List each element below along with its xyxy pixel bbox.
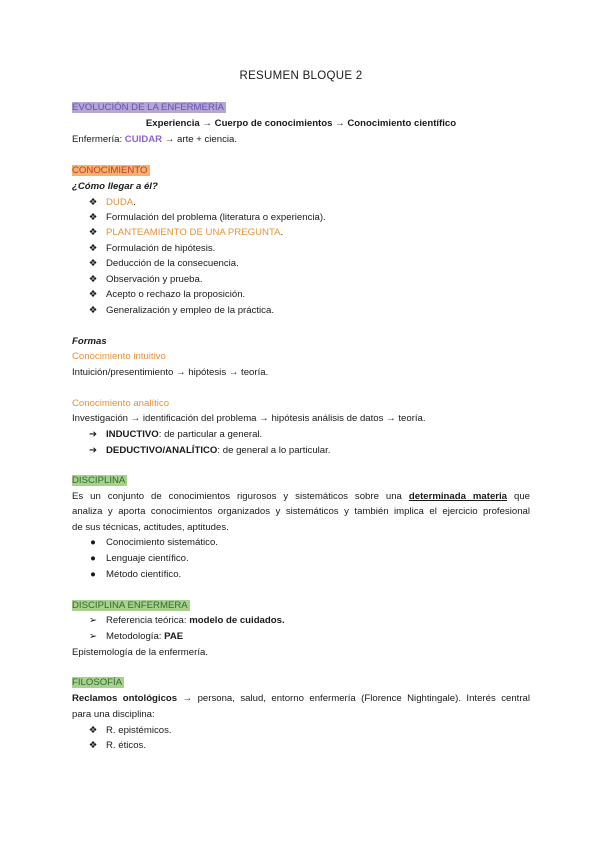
disciplina-paragraph-line: analiza y aporta conocimientos organizados y sistemáticos y también implica el ejercicio profesional (72, 506, 530, 517)
diamond-bullet-icon: ❖ (88, 725, 98, 736)
formas-heading: Formas (72, 336, 107, 347)
item-text: : de particular a general. (158, 429, 263, 440)
list-item (86, 569, 181, 581)
list-item (86, 305, 274, 317)
enfermeria-label: Enfermería: (72, 134, 125, 145)
arrowhead-bullet-icon: ➢ (88, 631, 98, 642)
section-heading-disciplina-enfermera (72, 600, 190, 612)
paragraph-text: → persona, salud, entorno enfermería (Florence Nightingale). Interés central (177, 693, 530, 704)
list-item (86, 631, 183, 643)
heading-text: FILOSOFÍA (72, 677, 123, 688)
diamond-bullet-icon: ❖ (88, 243, 98, 254)
analitico-heading: Conocimiento analítico (72, 398, 170, 409)
list-item (86, 289, 245, 301)
enfermeria-definition (72, 134, 237, 146)
dot-bullet-icon: ● (90, 553, 96, 564)
item-text: Observación y prueba. (106, 274, 203, 285)
item-label: Metodología: (106, 631, 165, 642)
item-text: Generalización y empleo de la práctica. (106, 305, 274, 316)
evolucion-line: Experiencia → Cuerpo de conocimientos → Conocimiento científico (145, 118, 457, 129)
item-text: Deducción de la consecuencia. (106, 258, 239, 269)
item-text: Acepto o rechazo la proposición. (106, 289, 246, 300)
list-item (86, 537, 218, 549)
list-item (86, 429, 262, 441)
diamond-bullet-icon: ❖ (88, 212, 98, 223)
item-label: DEDUCTIVO/ANALÍTICO (106, 445, 218, 456)
underlined-text: determinada materia (408, 491, 508, 502)
heading-text: DISCIPLINA (72, 475, 126, 486)
arrow-bullet-icon: ➔ (88, 429, 98, 440)
bold-text: Reclamos ontológicos (72, 693, 178, 704)
heading-text: EVOLUCIÓN DE LA ENFERMERÍA (72, 102, 224, 113)
item-text: Formulación de hipótesis. (106, 243, 216, 254)
list-item (86, 725, 172, 737)
list-item (86, 615, 285, 627)
filosofia-paragraph-line: para una disciplina: (72, 709, 155, 720)
item-text: DUDA (106, 197, 134, 208)
section-heading-conocimiento (72, 165, 150, 177)
heading-text: CONOCIMIENTO (72, 165, 148, 176)
question-text: ¿Cómo llegar a él? (72, 181, 158, 192)
arrow-bullet-icon: ➔ (88, 445, 98, 456)
diamond-bullet-icon: ❖ (88, 227, 98, 238)
item-text: R. epistémicos. (106, 725, 172, 736)
arrowhead-bullet-icon: ➢ (88, 615, 98, 626)
item-value: modelo de cuidados. (189, 615, 285, 626)
diamond-bullet-icon: ❖ (88, 289, 98, 300)
disciplina-paragraph-line (72, 491, 530, 503)
analitico-text: Investigación → identificación del problema → hipótesis análisis de datos → teoría. (72, 413, 426, 424)
list-item (86, 274, 203, 286)
item-text: PLANTEAMIENTO DE UNA PREGUNTA (106, 227, 281, 238)
diamond-bullet-icon: ❖ (88, 258, 98, 269)
cuidar-text: CUIDAR (124, 134, 163, 145)
list-item: ❖ PLANTEAMIENTO DE UNA PREGUNTA. (86, 227, 283, 239)
diamond-bullet-icon: ❖ (88, 740, 98, 751)
intuitivo-text: Intuición/presentimiento → hipótesis → teoría. (72, 367, 269, 378)
arte-ciencia-text: → arte + ciencia. (162, 134, 238, 145)
epistemologia-text: Epistemología de la enfermería. (72, 647, 208, 658)
diamond-bullet-icon: ❖ (88, 197, 98, 208)
list-item (86, 445, 330, 457)
intuitivo-heading: Conocimiento intuitivo (72, 351, 166, 362)
diamond-bullet-icon: ❖ (88, 305, 98, 316)
item-text: Formulación del problema (literatura o experiencia). (106, 212, 326, 223)
list-item (86, 258, 239, 270)
item-text: Conocimiento sistemático. (106, 537, 218, 548)
item-value: PAE (164, 631, 184, 642)
item-text: : de general a lo particular. (217, 445, 331, 456)
item-text: Método científico. (106, 569, 182, 580)
dot-bullet-icon: ● (90, 569, 96, 580)
list-item (86, 212, 326, 224)
item-label: Referencia teórica: (106, 615, 190, 626)
disciplina-paragraph-line: de sus técnicas, actitudes, aptitudes. (72, 522, 229, 533)
heading-text: DISCIPLINA ENFERMERA (72, 600, 188, 611)
item-text: Lenguaje científico. (106, 553, 189, 564)
diamond-bullet-icon: ❖ (88, 274, 98, 285)
item-label: INDUCTIVO (106, 429, 159, 440)
paragraph-text: Es un conjunto de conocimientos rigurosos y sistemáticos sobre una (72, 491, 409, 502)
section-heading-disciplina (72, 475, 127, 487)
page-title: RESUMEN BLOQUE 2 (239, 70, 363, 82)
paragraph-text: que (507, 491, 531, 502)
filosofia-paragraph-line (72, 693, 530, 705)
list-item (86, 553, 189, 565)
list-item: ❖ DUDA. (86, 197, 136, 209)
section-heading-filosofia (72, 677, 124, 689)
item-text: R. éticos. (106, 740, 146, 751)
list-item (86, 740, 146, 752)
list-item (86, 243, 215, 255)
dot-bullet-icon: ● (90, 537, 96, 548)
section-heading-evolucion (72, 102, 226, 114)
